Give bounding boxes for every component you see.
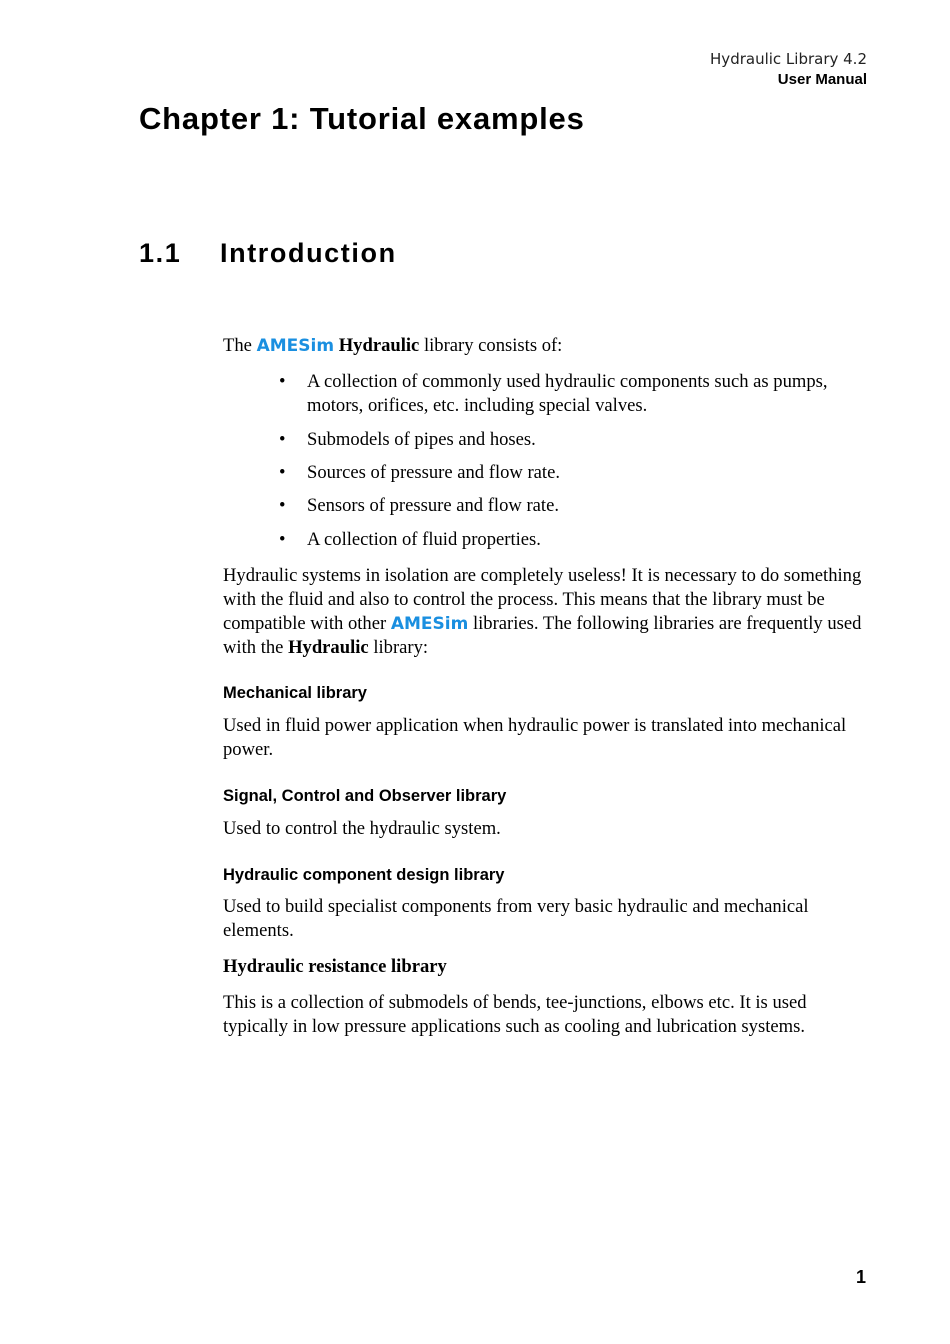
bullet-icon: • [279, 462, 286, 483]
hydraulic-library-name: Hydraulic [288, 637, 369, 658]
list-item-text: Sources of pressure and flow rate. [307, 462, 560, 483]
page-number: 1 [855, 1267, 866, 1287]
amesim-brand: AMESim [256, 336, 335, 356]
list-item-text: Submodels of pipes and hoses. [307, 429, 536, 450]
list-item-text: A collection of fluid properties. [307, 529, 541, 550]
hydraulic-library-name: Hydraulic [338, 335, 420, 356]
paragraph-text: Hydraulic systems in isolation are completely useless! It is necessary to do something with the fluid and also to control the process. This means that the library must be compatible with other [223, 565, 862, 634]
intro-paragraph [223, 334, 868, 358]
bullet-icon: • [279, 495, 286, 516]
list-item [279, 370, 877, 418]
section-heading [139, 238, 397, 269]
paragraph-text: libraries. The following libraries are frequently used with the [223, 613, 862, 658]
list-item-text: Sensors of pressure and flow rate. [307, 495, 559, 516]
library-description: Used in fluid power application when hydraulic power is translated into mechanical power. [223, 715, 847, 760]
intro-post: library consists of: [423, 335, 563, 356]
amesim-brand: AMESim [390, 614, 469, 634]
list-item [279, 428, 877, 452]
chapter-title: Chapter 1: Tutorial examples [139, 101, 585, 136]
list-item [279, 494, 877, 518]
section-number: 1.1 [139, 238, 182, 268]
paragraph-text: library: [373, 637, 429, 658]
section-title: Introduction [220, 238, 397, 268]
compatibility-paragraph [223, 564, 868, 660]
list-item [279, 528, 877, 552]
library-description: This is a collection of submodels of bends, tee-junctions, elbows etc. It is used typically in low pressure applications such as cooling and lubrication systems. [223, 992, 807, 1037]
list-item-text: A collection of commonly used hydraulic components such as pumps, motors, orifices, etc. including special valves. [307, 371, 828, 416]
library-description: Used to control the hydraulic system. [223, 818, 501, 839]
library-heading: Hydraulic resistance library [223, 956, 447, 977]
library-description: Used to build specialist components from very basic hydraulic and mechanical elements. [223, 896, 809, 941]
intro-pre: The [223, 335, 252, 356]
library-heading: Signal, Control and Observer library [223, 787, 507, 805]
running-header-subtitle: User Manual [777, 71, 867, 88]
bullet-icon: • [279, 429, 286, 450]
bullet-icon: • [279, 371, 286, 392]
running-header-title: Hydraulic Library 4.2 [710, 50, 867, 68]
library-heading: Mechanical library [223, 684, 367, 702]
bullet-icon: • [279, 529, 286, 550]
list-item [279, 461, 877, 485]
library-heading: Hydraulic component design library [223, 866, 505, 884]
